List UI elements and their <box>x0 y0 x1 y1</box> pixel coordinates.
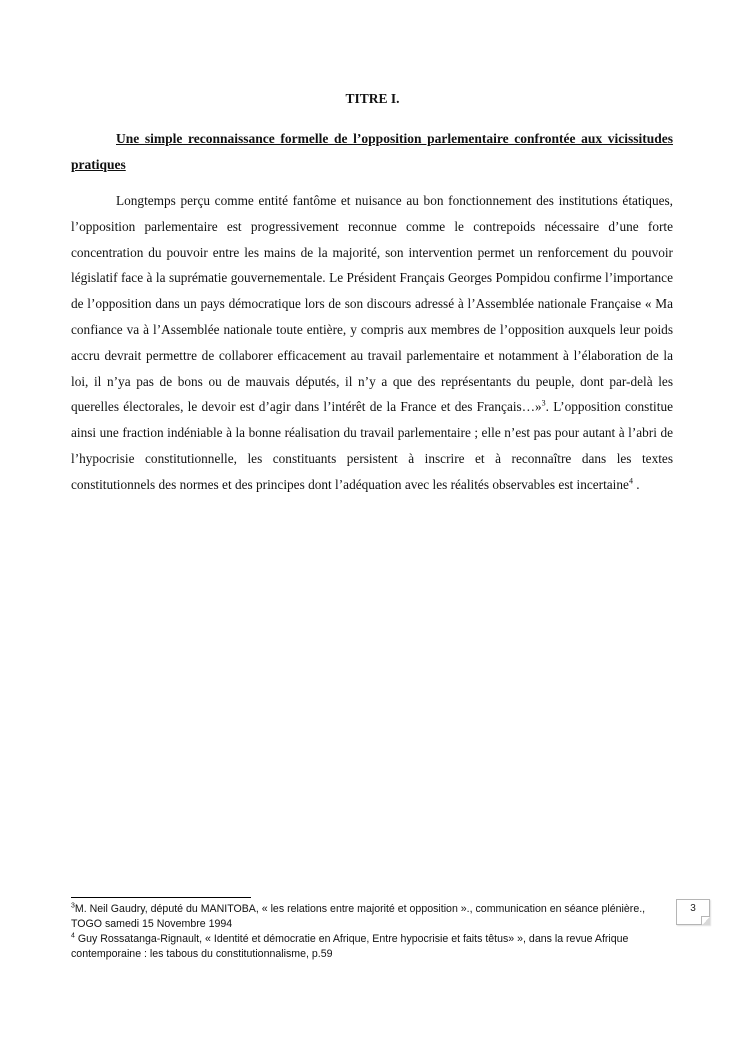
page-curl-icon <box>701 916 710 925</box>
footnote-ref-4[interactable]: 4 <box>628 476 633 486</box>
page-number: 3 <box>690 903 696 914</box>
section-title: TITRE I. <box>345 91 400 106</box>
body-paragraph <box>71 188 673 498</box>
paragraph-text-part-3: . <box>632 476 640 492</box>
paragraph-text-part-2: . L’opposition constitue ainsi une fraction indéniable à la bonne réalisation du travail parlementaire ; elle n’est pas pour autant à l’abri de l’hypocrisie constitutionnelle, les constituants persistent à inscrire et à reconnaître dans les textes constitutionnels des normes et des principes dont l’adéquation avec les réalités observables est incertaine <box>71 399 673 492</box>
paragraph-text-part-1: Longtemps perçu comme entité fantôme et nuisance au bon fonctionnement des institutions étatiques, l’opposition parlementaire est progressivement reconnue comme le contrepoids nécessaire d’une forte concentration du pouvoir entre les mains de la majorité, son intervention permet un renforcement du pouvoir législatif face à la suprématie gouvernementale. Le Président Français Georges Pompidou confirme l’importance de l’opposition dans un pays démocratique lors de son discours adressé à l’Assemblée nationale Française « Ma confiance va à l’Assemblée nationale toute entière, y compris aux membres de l’opposition auxquels leur poids accru devrait permettre de collaborer efficacement au travail parlementaire et notamment à l’élaboration de la loi, il n’ya pas de bons ou de mauvais députés, il n’y a que des représentants du peuple, dont par-delà les querelles électorales, le devoir est d’agir dans l’intérêt de la France et des Français…» <box>71 193 673 415</box>
footnote-number: 4 <box>71 932 75 940</box>
footnote-text: M. Neil Gaudry, député du MANITOBA, « les relations entre majorité et opposition »., communication en séance plénière., TOGO samedi 15 Novembre 1994 <box>71 903 646 930</box>
page-number-badge <box>676 899 710 925</box>
footnotes-section <box>71 902 661 962</box>
footnote-ref-3[interactable]: 3 <box>541 398 546 408</box>
footnote-4 <box>71 932 661 962</box>
footnote-separator <box>71 897 251 898</box>
footnote-3 <box>71 902 661 932</box>
footnote-number: 3 <box>71 902 75 910</box>
section-subtitle: Une simple reconnaissance formelle de l’opposition parlementaire confrontée aux vicissitudes pratiques <box>71 131 673 172</box>
footnote-text: Guy Rossatanga-Rignault, « Identité et démocratie en Afrique, Entre hypocrisie et faits têtus» », dans la revue Afrique contemporaine : les tabous du constitutionnalisme, p.59 <box>71 933 629 960</box>
